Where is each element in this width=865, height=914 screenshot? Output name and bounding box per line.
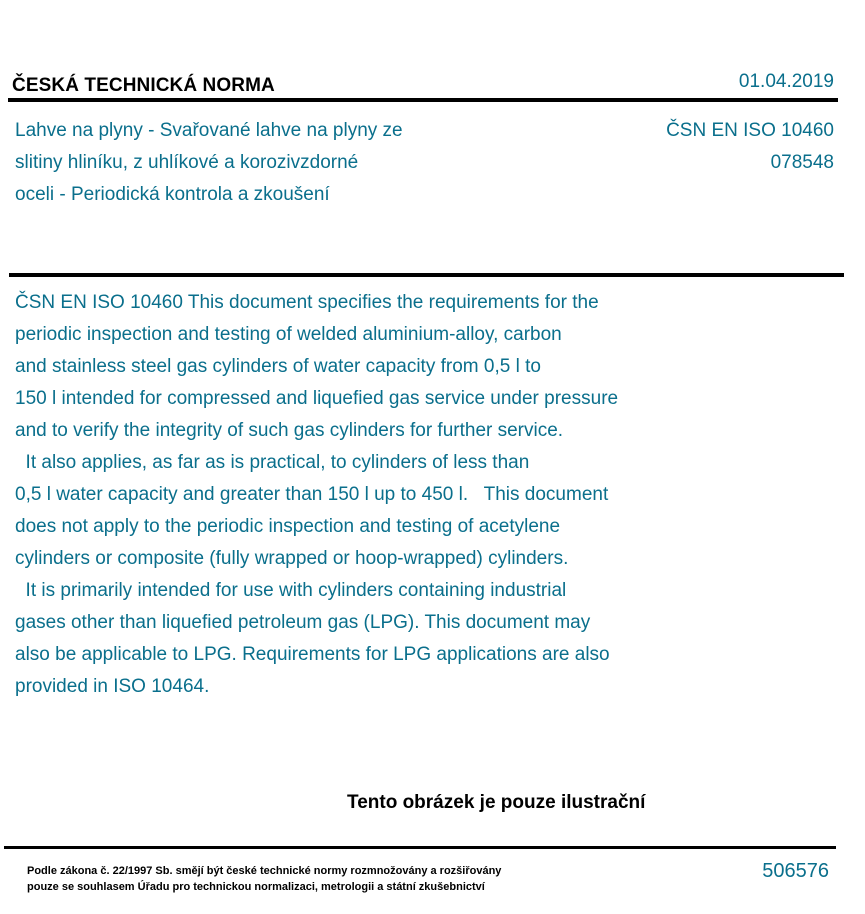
abstract-line: and to verify the integrity of such gas cylinders for further service.	[15, 420, 564, 441]
document-title-line: slitiny hliníku, z uhlíkové a korozivzdorné	[15, 152, 359, 173]
document-title	[15, 115, 485, 211]
abstract-line: provided in ISO 10464.	[15, 676, 210, 697]
abstract-text	[15, 287, 715, 703]
document-title-line: oceli - Periodická kontrola a zkoušení	[15, 184, 330, 205]
document-identifiers	[666, 115, 834, 179]
abstract-line: also be applicable to LPG. Requirements for LPG applications are also	[15, 644, 610, 665]
abstract-line: cylinders or composite (fully wrapped or hoop-wrapped) cylinders.	[15, 548, 569, 569]
abstract-line: 0,5 l water capacity and greater than 150 l up to 450 l. This document	[15, 484, 609, 505]
publication-date: 01.04.2019	[738, 71, 834, 92]
norm-header-title: ČESKÁ TECHNICKÁ NORMA	[12, 75, 275, 96]
title-divider	[9, 273, 844, 277]
header-divider	[8, 98, 838, 102]
abstract-line: and stainless steel gas cylinders of water capacity from 0,5 l to	[15, 356, 541, 377]
document-title-line: Lahve na plyny - Svařované lahve na plyny ze	[15, 120, 403, 141]
legal-notice-line: pouze se souhlasem Úřadu pro technickou normalizaci, metrologii a státní zkušebnictví	[27, 881, 485, 893]
abstract-line: It also applies, as far as is practical, to cylinders of less than	[15, 452, 530, 473]
abstract-line: It is primarily intended for use with cylinders containing industrial	[15, 580, 567, 601]
document-id: 506576	[762, 860, 829, 882]
abstract-line: does not apply to the periodic inspection and testing of acetylene	[15, 516, 561, 537]
legal-notice-line: Podle zákona č. 22/1997 Sb. smějí být české technické normy rozmnožovány a rozšiřovány	[27, 865, 502, 877]
catalog-number: 078548	[770, 152, 834, 173]
standard-code: ČSN EN ISO 10460	[666, 120, 834, 141]
abstract-line: 150 l intended for compressed and liquefied gas service under pressure	[15, 388, 619, 409]
illustration-disclaimer: Tento obrázek je pouze ilustrační	[347, 792, 646, 813]
footer-divider	[4, 846, 836, 849]
legal-notice	[27, 863, 501, 895]
abstract-line: ČSN EN ISO 10460 This document specifies the requirements for the	[15, 292, 599, 313]
abstract-line: periodic inspection and testing of welded aluminium-alloy, carbon	[15, 324, 562, 345]
abstract-line: gases other than liquefied petroleum gas (LPG). This document may	[15, 612, 591, 633]
